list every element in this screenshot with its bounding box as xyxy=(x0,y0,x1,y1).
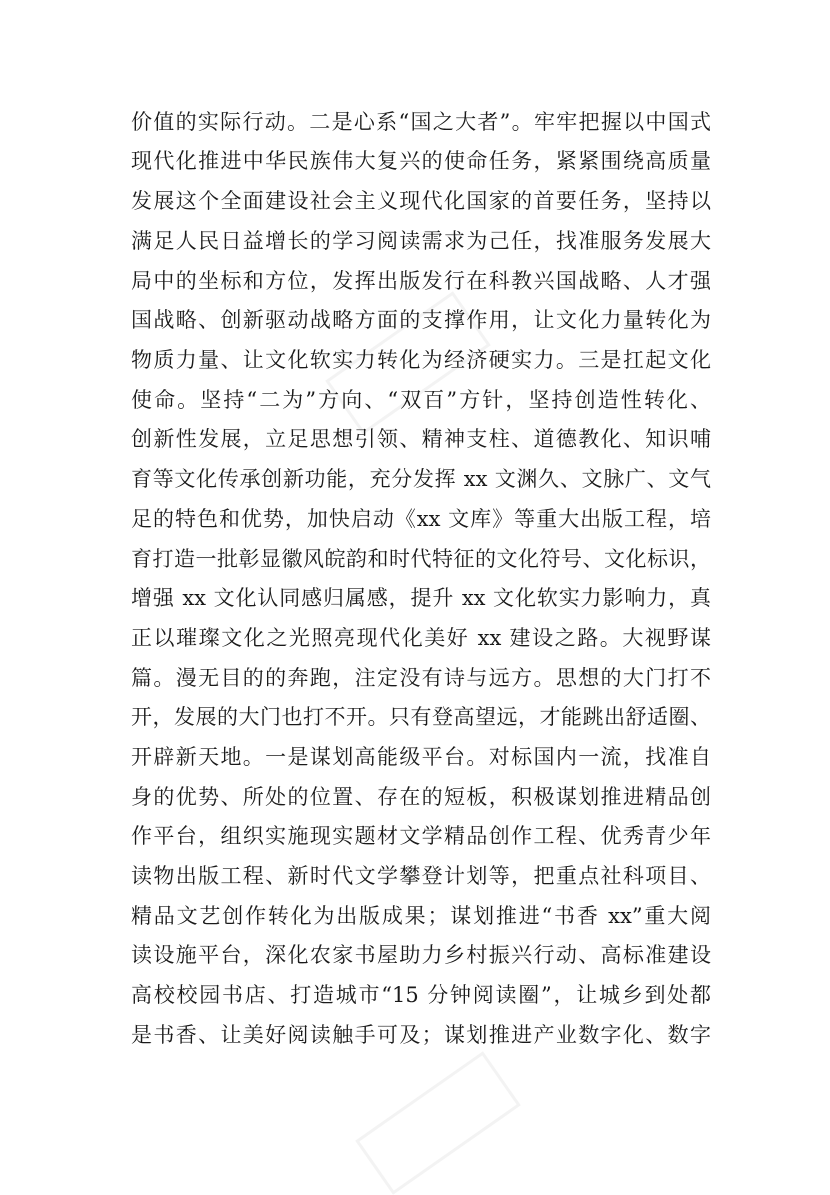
text-line: 读设施平台，深化农家书屋助力乡村振兴行动、高标准建设 xyxy=(131,943,711,967)
text-line: 发展这个全面建设社会主义现代化国家的首要任务，坚持以 xyxy=(131,189,711,213)
text-line: 价值的实际行动。二是心系“国之大者”。牢牢把握以中国式 xyxy=(131,110,711,134)
text-line: 开，发展的大门也打不开。只有登高望远，才能跳出舒适圈、 xyxy=(131,705,711,729)
text-line: 是书香、让美好阅读触手可及；谋划推进产业数字化、数字 xyxy=(131,1023,711,1047)
text-line: 正以璀璨文化之光照亮现代化美好 xx 建设之路。大视野谋 xyxy=(131,626,711,650)
text-line: 创新性发展，立足思想引领、精神支柱、道德教化、知识哺 xyxy=(131,427,711,451)
text-line: 使命。坚持“二为”方向、“双百”方针，坚持创造性转化、 xyxy=(131,388,711,412)
text-line: 物质力量、让文化软实力转化为经济硬实力。三是扛起文化 xyxy=(131,348,711,372)
text-line: 开辟新天地。一是谋划高能级平台。对标国内一流，找准自 xyxy=(131,745,711,769)
text-line: 国战略、创新驱动战略方面的支撑作用，让文化力量转化为 xyxy=(131,308,711,332)
text-line: 高校校园书店、打造城市“15 分钟阅读圈”，让城乡到处都 xyxy=(131,983,711,1007)
text-line: 足的特色和优势，加快启动《xx 文库》等重大出版工程，培 xyxy=(131,507,711,531)
text-line: 满足人民日益增长的学习阅读需求为己任，找准服务发展大 xyxy=(131,229,711,253)
text-line: 读物出版工程、新时代文学攀登计划等，把重点社科项目、 xyxy=(131,864,711,888)
text-line: 育打造一批彰显徽风皖韵和时代特征的文化符号、文化标识， xyxy=(131,547,711,571)
text-line: 身的优势、所处的位置、存在的短板，积极谋划推进精品创 xyxy=(131,785,711,809)
text-line: 精品文艺创作转化为出版成果；谋划推进“书香 xx”重大阅 xyxy=(131,904,711,928)
text-line: 篇。漫无目的的奔跑，注定没有诗与远方。思想的大门打不 xyxy=(131,666,711,690)
text-line: 增强 xx 文化认同感归属感，提升 xx 文化软实力影响力，真 xyxy=(131,586,711,610)
text-line: 现代化推进中华民族伟大复兴的使命任务，紧紧围绕高质量 xyxy=(131,149,711,173)
text-line: 育等文化传承创新功能，充分发挥 xx 文渊久、文脉广、文气 xyxy=(131,467,711,491)
text-line: 局中的坐标和方位，发挥出版发行在科教兴国战略、人才强 xyxy=(131,269,711,293)
text-line: 作平台，组织实施现实题材文学精品创作工程、优秀青少年 xyxy=(131,824,711,848)
